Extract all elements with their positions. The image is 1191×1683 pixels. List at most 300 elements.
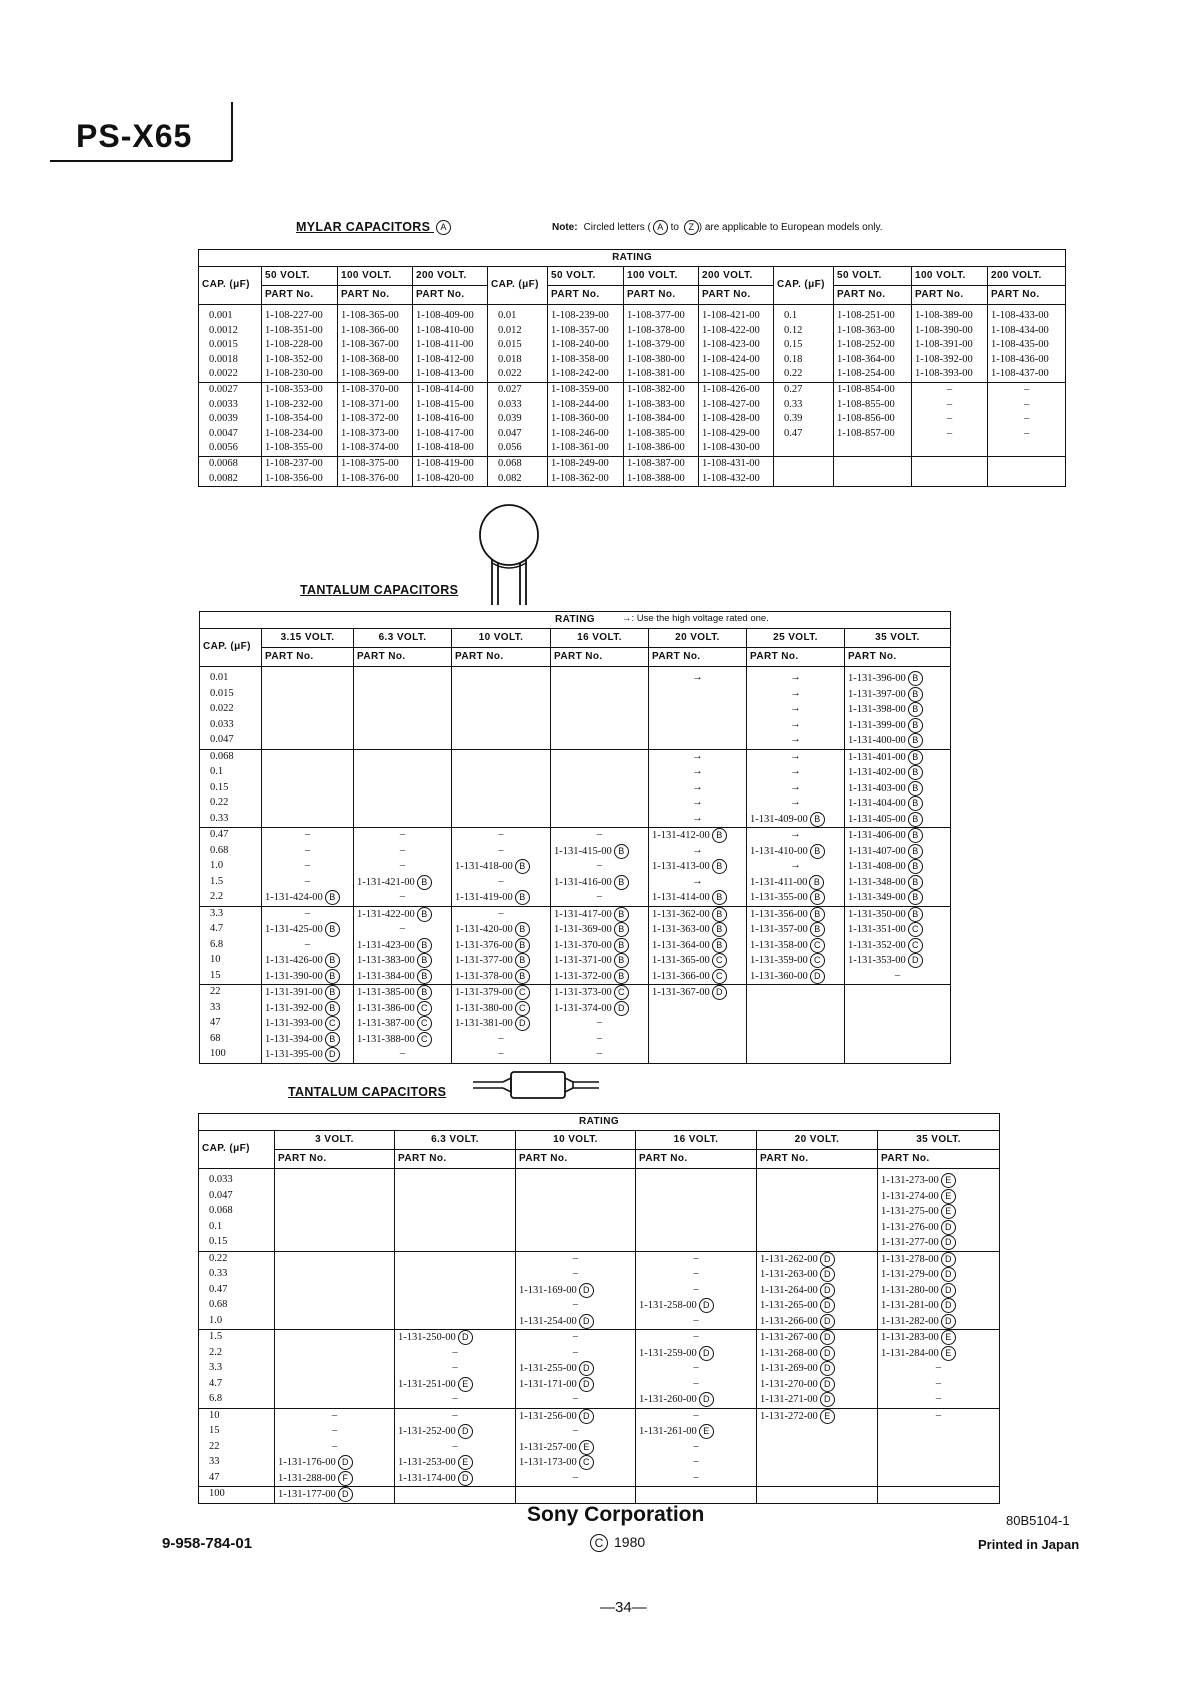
part-number: 1-108-432-00 — [702, 472, 760, 484]
part-100v — [624, 398, 699, 413]
region-badge: D — [614, 1001, 629, 1016]
table-row — [200, 875, 951, 891]
table-row — [199, 1424, 1000, 1440]
capacitance-value — [774, 456, 834, 471]
part-number: 1-108-252-00 — [837, 339, 895, 351]
part-number: 1-108-381-00 — [627, 368, 685, 380]
part-number: 1-131-380-00 — [455, 1002, 513, 1014]
part-number: 1-131-278-00 — [881, 1253, 939, 1265]
part-cell — [845, 781, 951, 797]
voltage-header: 6.3 VOLT. — [395, 1131, 516, 1150]
part-number: 1-108-370-00 — [341, 383, 399, 395]
part-number: 1-108-429-00 — [702, 427, 760, 439]
part-number: 1-131-413-00 — [652, 860, 710, 872]
part-50v — [262, 412, 338, 427]
region-badge: B — [810, 907, 825, 922]
part-number: 1-131-416-00 — [554, 876, 612, 888]
capacitance-value: 0.012 — [488, 324, 548, 339]
part-number: 1-131-385-00 — [357, 986, 415, 998]
region-badge: B — [712, 938, 727, 953]
region-badge: D — [908, 953, 923, 968]
part-cell — [878, 1298, 1000, 1314]
copyright-icon: C — [590, 1534, 608, 1552]
part-cell — [747, 890, 845, 906]
part-number: 1-108-352-00 — [265, 353, 323, 365]
part-cell — [878, 1235, 1000, 1251]
part-number: 1-131-415-00 — [554, 845, 612, 857]
region-badge: B — [325, 953, 340, 968]
part-100v — [624, 427, 699, 442]
part-cell — [395, 1487, 516, 1504]
region-badge: B — [712, 828, 727, 843]
part-cell: – — [516, 1471, 636, 1487]
table-row — [200, 718, 951, 734]
part-number: 1-131-388-00 — [357, 1033, 415, 1045]
part-cell — [551, 938, 649, 954]
part-cell — [452, 985, 551, 1001]
part-50v — [548, 412, 624, 427]
part-number: 1-108-428-00 — [702, 413, 760, 425]
part-100v — [338, 338, 413, 353]
part-number: 1-131-271-00 — [760, 1393, 818, 1405]
part-cell — [354, 702, 452, 718]
capacitance-value: 0.15 — [774, 338, 834, 353]
part-number: 1-108-416-00 — [416, 413, 474, 425]
part-cell — [878, 1330, 1000, 1346]
region-badge: B — [810, 844, 825, 859]
part-number: 1-131-409-00 — [750, 813, 808, 825]
part-cell — [275, 1220, 395, 1236]
page-number: —34— — [600, 1599, 647, 1616]
part-cell — [516, 1189, 636, 1205]
region-badge: B — [908, 844, 923, 859]
part-cell — [636, 1298, 757, 1314]
capacitance-value: 0.056 — [488, 441, 548, 456]
table-row — [199, 367, 1066, 382]
table-row — [199, 1204, 1000, 1220]
capacitance-value: 0.27 — [774, 382, 834, 397]
part-number: 1-131-169-00 — [519, 1284, 577, 1296]
document-code: 9-958-784-01 — [162, 1535, 253, 1552]
part-cell — [262, 733, 354, 749]
part-100v — [624, 412, 699, 427]
part-cell: – — [551, 890, 649, 906]
part-cell — [516, 1169, 636, 1189]
region-badge: E — [941, 1204, 956, 1219]
table-row — [199, 427, 1066, 442]
part-cell — [845, 1032, 951, 1048]
part-cell: – — [262, 844, 354, 860]
voltage-header: 100 VOLT. — [624, 267, 699, 286]
part-number: 1-108-427-00 — [702, 398, 760, 410]
rating-header — [199, 1114, 1000, 1131]
part-number: 1-108-854-00 — [837, 383, 895, 395]
part-cell — [845, 859, 951, 875]
part-cell: → — [747, 749, 845, 765]
part-cell: – — [551, 1016, 649, 1032]
part-number: 1-108-375-00 — [341, 457, 399, 469]
table-row — [200, 1047, 951, 1063]
region-badge: B — [614, 922, 629, 937]
part-number: 1-131-171-00 — [519, 1378, 577, 1390]
part-number: 1-131-352-00 — [848, 939, 906, 951]
part-cell — [845, 938, 951, 954]
part-number: 1-131-262-00 — [760, 1253, 818, 1265]
part-cell: – — [452, 1047, 551, 1063]
voltage-header: 50 VOLT. — [834, 267, 912, 286]
part-cell: → — [649, 765, 747, 781]
part-cell — [354, 953, 452, 969]
capacitance-value: 0.68 — [199, 1298, 275, 1314]
part-200v — [699, 398, 774, 413]
part-number: 1-108-430-00 — [702, 442, 760, 454]
table-row — [199, 472, 1066, 487]
part-cell — [452, 953, 551, 969]
part-cell — [395, 1267, 516, 1283]
part-number: 1-108-390-00 — [915, 324, 973, 336]
part-cell — [757, 1283, 878, 1299]
mylar-capacitor-table — [198, 249, 1066, 487]
part-cell — [516, 1377, 636, 1393]
part-cell: – — [262, 875, 354, 891]
part-no-header: PART No. — [624, 286, 699, 305]
region-badge: B — [908, 828, 923, 843]
region-badge: B — [417, 938, 432, 953]
part-200v — [413, 441, 488, 456]
voltage-header: 3.15 VOLT. — [262, 629, 354, 648]
part-cell — [747, 844, 845, 860]
part-50v — [262, 456, 338, 471]
part-number: 1-108-855-00 — [837, 398, 895, 410]
part-cell — [354, 812, 452, 828]
part-100v — [624, 338, 699, 353]
part-cell: – — [636, 1251, 757, 1267]
part-100v — [338, 324, 413, 339]
region-badge: D — [820, 1361, 835, 1376]
part-cell — [452, 687, 551, 703]
part-cell — [757, 1314, 878, 1330]
part-cell: – — [878, 1408, 1000, 1424]
cap-header: CAP. (μF) — [199, 1131, 275, 1169]
capacitance-value: 0.022 — [200, 702, 262, 718]
part-cell — [845, 1047, 951, 1063]
part-cell — [551, 796, 649, 812]
capacitance-value: 3.3 — [200, 906, 262, 922]
part-number: 1-131-270-00 — [760, 1378, 818, 1390]
part-cell: – — [551, 828, 649, 844]
part-50v — [262, 353, 338, 368]
part-cell: → — [649, 667, 747, 687]
part-cell — [262, 1016, 354, 1032]
part-cell — [845, 844, 951, 860]
part-cell — [636, 1392, 757, 1408]
table-row — [199, 1169, 1000, 1189]
part-cell — [845, 702, 951, 718]
note-text-part1: Circled letters ( — [583, 222, 651, 234]
region-badge: D — [820, 1346, 835, 1361]
part-number: 1-108-437-00 — [991, 368, 1049, 380]
region-badge: B — [417, 907, 432, 922]
part-cell — [452, 781, 551, 797]
part-no-header: PART No. — [636, 1150, 757, 1169]
part-number: 1-108-433-00 — [991, 310, 1049, 321]
part-cell — [516, 1283, 636, 1299]
part-50v — [262, 338, 338, 353]
part-cell: – — [275, 1408, 395, 1424]
part-number: 1-108-372-00 — [341, 413, 399, 425]
part-cell — [551, 906, 649, 922]
region-badge: B — [908, 781, 923, 796]
part-50v — [262, 382, 338, 397]
region-badge: B — [908, 796, 923, 811]
table-row — [199, 305, 1066, 324]
part-cell — [636, 1346, 757, 1362]
mylar-title-text: MYLAR CAPACITORS — [296, 220, 431, 234]
part-number: 1-131-424-00 — [265, 891, 323, 903]
part-number: 1-131-355-00 — [750, 891, 808, 903]
region-badge: D — [820, 1267, 835, 1282]
part-number: 1-108-379-00 — [627, 339, 685, 351]
part-no-header: PART No. — [649, 648, 747, 667]
part-cell: – — [878, 1377, 1000, 1393]
part-50v — [548, 398, 624, 413]
capacitance-value: 0.47 — [199, 1283, 275, 1299]
part-50v — [834, 456, 912, 471]
part-cell — [757, 1189, 878, 1205]
part-cell: → — [649, 796, 747, 812]
part-number: 1-108-359-00 — [551, 383, 609, 395]
part-number: 1-108-353-00 — [265, 383, 323, 395]
part-number: 1-131-268-00 — [760, 1347, 818, 1359]
part-200v — [988, 338, 1066, 353]
tantalum2-capacitor-table — [198, 1113, 1000, 1504]
capacitance-value: 3.3 — [199, 1361, 275, 1377]
part-200v — [988, 305, 1066, 324]
part-number: 1-131-386-00 — [357, 1002, 415, 1014]
part-cell: – — [354, 1047, 452, 1063]
region-badge: B — [712, 890, 727, 905]
region-badge: C — [417, 1032, 432, 1047]
region-badge: B — [614, 875, 629, 890]
part-cell — [354, 969, 452, 985]
region-badge: B — [908, 750, 923, 765]
part-cell: – — [878, 1392, 1000, 1408]
part-number: 1-108-385-00 — [627, 427, 685, 439]
part-100v — [338, 398, 413, 413]
capacitance-value: 0.0047 — [199, 427, 262, 442]
part-number: 1-108-362-00 — [551, 472, 609, 484]
part-no-header: PART No. — [834, 286, 912, 305]
table-row — [199, 1440, 1000, 1456]
part-cell — [354, 985, 452, 1001]
part-cell — [395, 1471, 516, 1487]
capacitance-value: 10 — [199, 1408, 275, 1424]
table-row — [200, 828, 951, 844]
part-number: 1-108-227-00 — [265, 310, 323, 321]
part-number: 1-131-257-00 — [519, 1441, 577, 1453]
part-cell — [262, 922, 354, 938]
voltage-header: 35 VOLT. — [878, 1131, 1000, 1150]
part-50v — [262, 324, 338, 339]
voltage-header: 20 VOLT. — [649, 629, 747, 648]
capacitance-value: 0.033 — [200, 718, 262, 734]
part-number: 1-108-373-00 — [341, 427, 399, 439]
region-badge: B — [810, 812, 825, 827]
part-cell: – — [636, 1361, 757, 1377]
region-badge: B — [908, 765, 923, 780]
part-cell — [757, 1455, 878, 1471]
part-cell: – — [516, 1346, 636, 1362]
region-badge: D — [820, 1252, 835, 1267]
part-number: 1-108-244-00 — [551, 398, 609, 410]
part-50v — [262, 367, 338, 382]
part-cell: → — [649, 781, 747, 797]
part-cell — [452, 796, 551, 812]
region-badge: B — [810, 922, 825, 937]
part-cell — [649, 985, 747, 1001]
part-cell — [551, 749, 649, 765]
part-number: 1-131-395-00 — [265, 1048, 323, 1060]
part-cell — [649, 718, 747, 734]
capacitance-value: 6.8 — [199, 1392, 275, 1408]
european-models-note — [552, 220, 883, 235]
part-cell: → — [747, 765, 845, 781]
capacitance-value: 1.5 — [200, 875, 262, 891]
disc-capacitor-icon — [478, 503, 540, 607]
part-cell: – — [516, 1298, 636, 1314]
part-number: 1-131-410-00 — [750, 845, 808, 857]
part-cell — [757, 1471, 878, 1487]
part-cell — [354, 796, 452, 812]
part-cell — [649, 953, 747, 969]
part-50v — [834, 305, 912, 324]
title-underline — [50, 160, 232, 162]
part-number: 1-108-228-00 — [265, 339, 323, 351]
part-100v — [912, 441, 988, 456]
region-badge: D — [699, 1346, 714, 1361]
part-cell — [845, 1016, 951, 1032]
part-cell — [262, 969, 354, 985]
part-number: 1-131-370-00 — [554, 939, 612, 951]
voltage-header: 16 VOLT. — [636, 1131, 757, 1150]
part-number: 1-131-259-00 — [639, 1347, 697, 1359]
part-cell: – — [395, 1346, 516, 1362]
part-cell — [845, 718, 951, 734]
part-number: 1-131-359-00 — [750, 954, 808, 966]
part-number: 1-131-423-00 — [357, 939, 415, 951]
part-number: 1-108-435-00 — [991, 339, 1049, 351]
region-badge: B — [614, 844, 629, 859]
region-badge: B — [515, 953, 530, 968]
title-side-rule — [231, 102, 233, 161]
part-cell — [551, 844, 649, 860]
part-cell — [757, 1408, 878, 1424]
part-cell: → — [649, 749, 747, 765]
table-row — [199, 1408, 1000, 1424]
axial-capacitor-icon — [473, 1070, 601, 1100]
table-row — [200, 844, 951, 860]
part-number: 1-131-404-00 — [848, 797, 906, 809]
part-200v — [699, 353, 774, 368]
part-number: 1-108-387-00 — [627, 457, 685, 469]
part-number: 1-131-397-00 — [848, 688, 906, 700]
region-badge: B — [614, 907, 629, 922]
table-row — [200, 953, 951, 969]
part-100v — [338, 382, 413, 397]
part-200v — [988, 353, 1066, 368]
part-200v: – — [988, 412, 1066, 427]
part-number: 1-131-269-00 — [760, 1362, 818, 1374]
part-cell: – — [395, 1361, 516, 1377]
part-cell — [878, 1267, 1000, 1283]
region-badge: D — [579, 1377, 594, 1392]
table-row — [199, 1471, 1000, 1487]
part-number: 1-131-251-00 — [398, 1378, 456, 1390]
part-cell — [275, 1204, 395, 1220]
table-row — [200, 796, 951, 812]
part-cell — [395, 1330, 516, 1346]
part-200v — [413, 324, 488, 339]
part-no-header: PART No. — [845, 648, 951, 667]
tantalum1-section-title: TANTALUM CAPACITORS — [300, 583, 459, 597]
part-cell — [395, 1283, 516, 1299]
part-number: 1-108-425-00 — [702, 368, 760, 380]
region-badge: B — [908, 907, 923, 922]
part-number: 1-131-351-00 — [848, 923, 906, 935]
part-cell — [452, 733, 551, 749]
part-number: 1-131-390-00 — [265, 970, 323, 982]
part-number: 1-131-403-00 — [848, 782, 906, 794]
region-badge: B — [325, 1032, 340, 1047]
region-badge: D — [820, 1377, 835, 1392]
part-number: 1-108-358-00 — [551, 353, 609, 365]
part-50v — [548, 472, 624, 487]
part-number: 1-108-240-00 — [551, 339, 609, 351]
part-number: 1-131-282-00 — [881, 1315, 939, 1327]
region-badge: B — [908, 812, 923, 827]
part-cell — [516, 1440, 636, 1456]
part-50v — [262, 472, 338, 487]
region-badge: C — [417, 1001, 432, 1016]
part-number: 1-131-391-00 — [265, 986, 323, 998]
capacitance-value: 22 — [199, 1440, 275, 1456]
part-cell — [845, 922, 951, 938]
part-cell — [747, 1016, 845, 1032]
part-cell — [452, 765, 551, 781]
voltage-header: 200 VOLT. — [699, 267, 774, 286]
part-number: 1-131-362-00 — [652, 908, 710, 920]
part-cell: – — [262, 828, 354, 844]
part-cell: – — [275, 1424, 395, 1440]
part-cell — [878, 1314, 1000, 1330]
part-100v — [624, 353, 699, 368]
table-row — [199, 324, 1066, 339]
part-number: 1-131-360-00 — [750, 970, 808, 982]
part-number: 1-131-392-00 — [265, 1002, 323, 1014]
region-badge: C — [712, 953, 727, 968]
capacitance-value: 0.01 — [200, 667, 262, 687]
part-no-header: PART No. — [395, 1150, 516, 1169]
part-number: 1-108-363-00 — [837, 324, 895, 336]
part-cell — [452, 938, 551, 954]
voltage-header: 25 VOLT. — [747, 629, 845, 648]
part-cell — [262, 765, 354, 781]
part-cell: – — [516, 1392, 636, 1408]
part-cell — [395, 1189, 516, 1205]
part-cell — [649, 890, 747, 906]
part-number: 1-108-423-00 — [702, 339, 760, 351]
capacitance-value: 0.047 — [199, 1189, 275, 1205]
